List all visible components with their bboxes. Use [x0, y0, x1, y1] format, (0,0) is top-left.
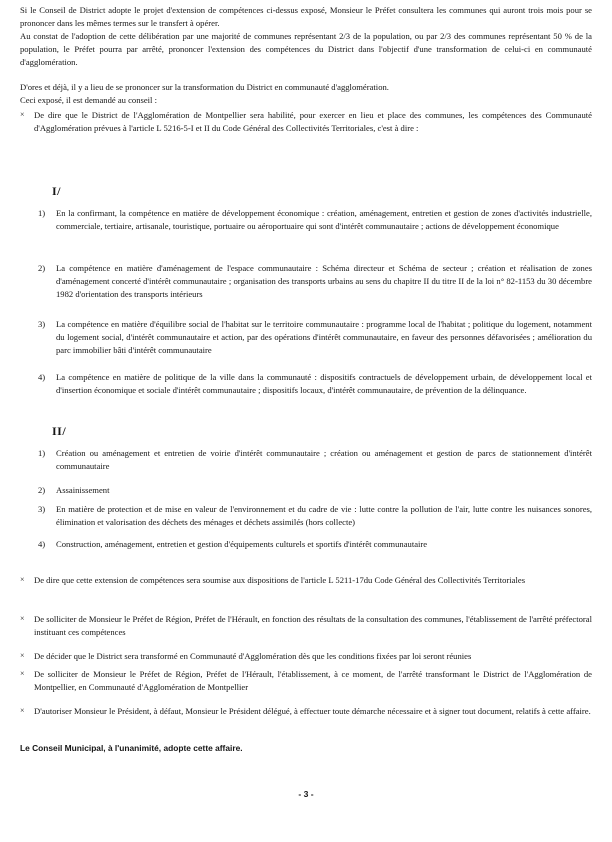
intro-paragraph-4: Ceci exposé, il est demandé au conseil : — [20, 95, 157, 105]
page-number: - 3 - — [298, 789, 314, 799]
item-text: Construction, aménagement, entretien et gestion d'équipements culturels et sportifs d'intérêt communautaire — [56, 539, 428, 549]
item-text: En la confirmant, la compétence en matière de développement économique : création, aménagement, entretien et gestion de zones d'activités industrielle, commerciale, tertiaire, artisanale, touristique, portuaire ou aéroportuaire qui sont d'intérêt communautaire ; actions de développement économique — [56, 208, 592, 231]
bullet-mark: × — [20, 614, 25, 623]
item-text: En matière de protection et de mise en valeur de l'environnement et du cadre de vie : lutte contre la pollution de l'air, lutte contre les nuisances sonores, élimination et valorisation des déchets des ménages et déchets assimilés (hors collecte) — [56, 504, 592, 527]
bullet-text: De dire que le District de l'Agglomération de Montpellier sera habilité, pour exercer en lieu et place des communes, les compétences des Communauté d'Agglomération prévues à l'article L 5216-5-I et II du Code Général des Collectivités Territoriales, c'est à dire : — [34, 110, 592, 133]
bullet-text: De décider que le District sera transformé en Communauté d'Agglomération dès que les conditions fixées par loi seront réunies — [34, 651, 472, 661]
list-item — [38, 484, 592, 497]
council-decision: Le Conseil Municipal, à l'unanimité, adopte cette affaire. — [20, 743, 243, 753]
item-text: La compétence en matière d'aménagement de l'espace communautaire : Schéma directeur et Schéma de secteur ; création et réalisation de zones d'aménagement concerté d'intérêt communautaire ; organisation des transports urbains au sens du chapitre II du titre II de la loi n° 82-1153 du 30 décembre 1982 d'orientation des transports intérieurs — [56, 263, 592, 299]
bullet-mark: × — [20, 575, 25, 584]
bullet-item — [20, 668, 592, 694]
bullet-text: De dire que cette extension de compétences sera soumise aux dispositions de l'article L 5211-17du Code Général des Collectivités Territoriales — [34, 575, 526, 585]
intro-paragraph-3: D'ores et déjà, il y a lieu de se prononcer sur la transformation du District en communauté d'agglomération. — [20, 82, 389, 92]
bullet-item — [20, 650, 592, 663]
list-item — [38, 207, 592, 233]
item-number: 4) — [38, 539, 46, 549]
item-number: 1) — [38, 448, 46, 458]
list-item — [38, 538, 592, 551]
item-number: 2) — [38, 263, 46, 273]
bullet-text: De solliciter de Monsieur le Préfet de Région, Préfet de l'Hérault, en fonction des résultats de la consultation des communes, l'établissement de l'arrêté préfectoral instituant ces compétences — [34, 614, 592, 637]
section-heading-1: I/ — [52, 184, 62, 198]
item-text: Création ou aménagement et entretien de voirie d'intérêt communautaire ; création ou aménagement et gestion de parcs de stationnement d'intérêt communautaire — [56, 448, 592, 471]
list-item — [38, 503, 592, 529]
item-text: La compétence en matière de politique de la ville dans la communauté : dispositifs contractuels de développement urbain, de développement local et d'insertion économique et sociale d'intérêt communautaire ; dispositifs locaux, d'intérêt communautaire, de prévention de la délinquance. — [56, 372, 592, 395]
bullet-text: De solliciter de Monsieur le Préfet de Région, Préfet de l'Hérault, l'établissement, à ce moment, de l'arrêté transformant le District de l'Agglomération de Montpellier, en Communauté d'Agglomération de Montpellier — [34, 669, 592, 692]
bullet-mark: × — [20, 706, 25, 715]
bullet-mark: × — [20, 651, 25, 660]
bullet-mark: × — [20, 669, 25, 678]
section-heading-2: II/ — [52, 424, 67, 438]
bullet-habilitation — [20, 109, 592, 135]
item-number: 3) — [38, 504, 46, 514]
bullet-item — [20, 705, 592, 718]
bullet-mark: × — [20, 110, 25, 119]
bullet-item — [20, 613, 592, 639]
list-item — [38, 447, 592, 473]
list-item — [38, 262, 592, 301]
item-text: La compétence en matière d'équilibre social de l'habitat sur le territoire communautaire : programme local de l'habitat ; politique du logement, notamment du logement social, d'intérêt communautaire et action, par des opérations d'intérêt communautaire, en faveur des personnes défavorisées ; amélioration du parc immobilier bâti d'intérêt communautaire — [56, 319, 592, 355]
intro-paragraph-1: Si le Conseil de District adopte le projet d'extension de compétences ci-dessus exposé, Monsieur le Préfet consultera les communes qui auront trois mois pour se prononcer dans les mêmes termes sur le transfert à opérer. — [20, 5, 592, 28]
item-number: 4) — [38, 372, 46, 382]
item-number: 2) — [38, 485, 46, 495]
list-item — [38, 371, 592, 397]
bullet-item — [20, 574, 592, 587]
intro-paragraph-2: Au constat de l'adoption de cette délibération par une majorité de communes représentant 2/3 de la population, ou par 2/3 des communes représentant 50 % de la population, le Préfet pourra par arrêté, prononcer l'extension des compétences du District dans l'objectif d'une transformation de celui-ci en communauté d'agglomération. — [20, 31, 592, 67]
bullet-text: D'autoriser Monsieur le Président, à défaut, Monsieur le Président délégué, à effectuer toute démarche nécessaire et à signer tout document, relatifs à cette affaire. — [34, 706, 591, 716]
item-number: 3) — [38, 319, 46, 329]
item-text: Assainissement — [56, 485, 110, 495]
item-number: 1) — [38, 208, 46, 218]
list-item — [38, 318, 592, 357]
